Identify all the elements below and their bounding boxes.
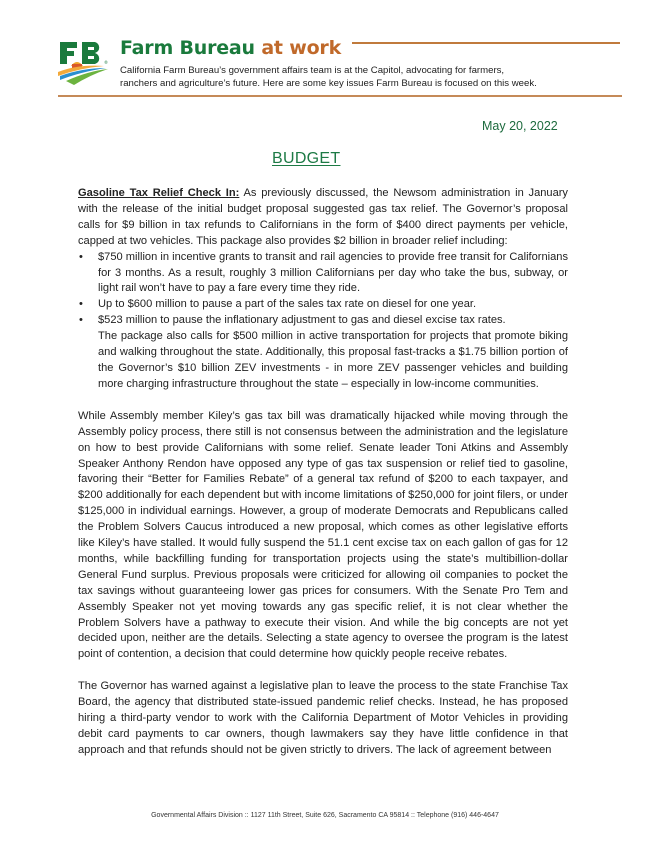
intro-paragraph	[78, 186, 568, 250]
relief-bullet-list	[78, 250, 568, 330]
header-top-rule	[352, 42, 620, 44]
paragraph-gap	[78, 663, 568, 679]
svg-text:®: ®	[104, 60, 108, 65]
section-title: BUDGET	[272, 150, 341, 167]
bullet-item: • Up to $600 million to pause a part of the sales tax rate on diesel for one year.	[98, 297, 568, 313]
bullet-item: • $523 million to pause the inflationary adjustment to gas and diesel excise tax rates.	[98, 313, 568, 329]
bullet-item: • $750 million in incentive grants to transit and rail agencies to provide free transit for Californians for 3 months. As a result, roughly 3 million Californians per day who take the bus, subway, or light rail won’t have to pay a fare every time they ride.	[98, 250, 568, 298]
article-body	[78, 186, 568, 759]
intro-text: As previously discussed, the Newsom administration in January with the release of the initial budget proposal suggested gas tax relief. The Governor’s proposal calls for $9 billion in tax refunds to Californians in the form of $400 direct payments per vehicle, capped at two vehicles. This package also provides $2 billion in broader relief including:	[78, 187, 568, 247]
tagline-line-1: California Farm Bureau’s government affairs team is at the Capitol, advocating for farmers,	[120, 65, 505, 76]
farm-bureau-logo-icon	[58, 40, 110, 86]
brand-title-farm-bureau: Farm Bureau	[120, 37, 255, 59]
report-date: May 20, 2022	[482, 119, 558, 133]
header-bottom-rule	[58, 95, 622, 97]
brand-title	[120, 37, 341, 59]
indented-paragraph: The package also calls for $500 million in active transportation for projects that promote biking and walking throughout the state. Additionally, this proposal fast-tracks a $1.75 billion portion of the Governor’s $10 billion ZEV investments - in more ZEV passenger vehicles and building more charging infrastructure throughout the state – especially in low-income communities.	[98, 330, 568, 390]
tagline-line-2: ranchers and agriculture’s future. Here are some key issues Farm Bureau is focused on this week.	[120, 78, 537, 89]
brand-title-at-work: at work	[261, 37, 342, 59]
lead-heading: Gasoline Tax Relief Check In:	[78, 187, 240, 199]
paragraph-gap	[78, 393, 568, 409]
page-header	[58, 38, 624, 98]
header-tagline	[120, 64, 537, 90]
page-footer: Governmental Affairs Division :: 1127 11th Street, Suite 626, Sacramento CA 95814 :: Telephone (916) 446-4647	[151, 812, 499, 819]
paragraph-3: The Governor has warned against a legislative plan to leave the process to the state Franchise Tax Board, the agency that distributed state-issued pandemic relief checks. Instead, he has proposed hiring a third-party vendor to work with the California Department of Motor Vehicles in providing debit card payments to car owners, though lawmakers say they have little confidence in that approach and that refunds should not be given strictly to drivers. The lack of agreement between	[78, 680, 568, 756]
paragraph-2: While Assembly member Kiley’s gas tax bill was dramatically hijacked while moving through the Assembly policy process, there still is not consensus between the administration and the legislature on how to best provide Californians with some relief. Senate leader Toni Atkins and Assembly Speaker Anthony Rendon have opposed any type of gas tax suspension or relief tied to gasoline, favoring their “Better for Families Rebate” of a general tax refund of $200 to each taxpayer, and $200 additionally for each dependent but with income limitations of $250,000 for joint filers, or under $125,000 in individual earnings. However, a group of moderate Democrats and Republicans called the Problem Solvers Caucus introduced a new proposal, which comes as other legislative efforts like Kiley’s have stalled. It would fully suspend the 51.1 cent excise tax on each gallon of gas for 12 months, while backfilling funding for transportation projects using the state’s multibillion-dollar General Fund surplus. Previous proposals were criticized for allowing oil companies to pocket the tax savings without guaranteeing lower gas prices for consumers. With the Senate Pro Tem and Assembly Speaker not yet moving towards any gas specific relief, it is not clear whether the Problem Solvers have a pathway to execute their vision. And while the big concepts are not yet decided upon, neither are the details. Selecting a state agency to oversee the program is the latest point of contention, a decision that could determine how quickly people receive rebates.	[78, 409, 568, 661]
